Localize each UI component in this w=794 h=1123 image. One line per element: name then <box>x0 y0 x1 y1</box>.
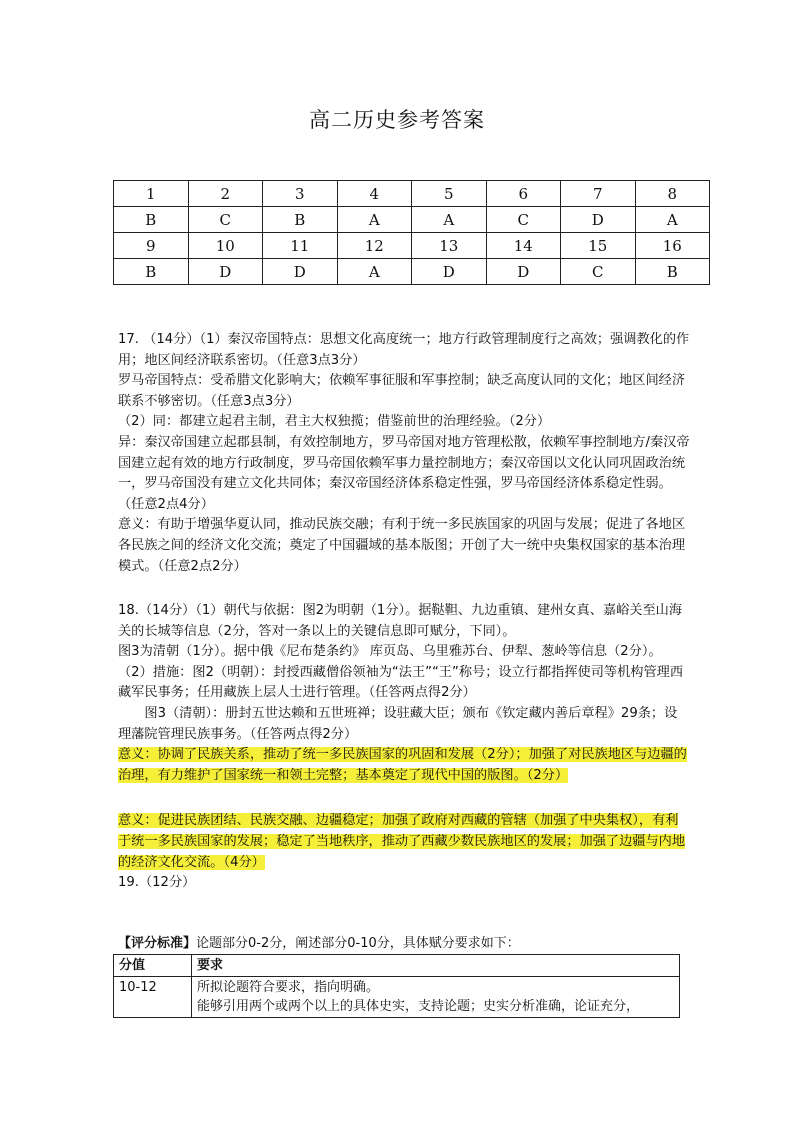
question-number-cell: 8 <box>635 181 710 207</box>
rubric-row1-line: 能够引用两个或两个以上的具体史实，支持论题；史实分析准确，论证充分， <box>197 999 640 1014</box>
answer-cell: C <box>486 207 561 233</box>
q17-part1-qin-han: 17. （14分）（1）秦汉帝国特点：思想文化高度统一；地方行政管理制度行之高效；强调教化的作用；地区间经济联系密切。（任意3点3分） <box>118 332 690 368</box>
question-number-cell: 16 <box>635 233 710 259</box>
question-18-block <box>118 601 690 894</box>
rubric-head-score: 分值 <box>114 955 192 977</box>
answer-cell: A <box>337 259 412 285</box>
q18-significance-highlight-1: 意义：协调了民族关系，推动了统一多民族国家的巩固和发展（2分）；加强了对民族地区与边疆的治理，有力维护了国家统一和领土完整；基本奠定了现代中国的版图。（2分） <box>118 747 687 783</box>
question-number-cell: 12 <box>337 233 412 259</box>
answer-cell: C <box>561 259 636 285</box>
question-number-cell: 15 <box>561 233 636 259</box>
answer-cell: C <box>188 207 263 233</box>
q18-part1-map3: 图3为清朝（1分）。据中俄《尼布楚条约》 库页岛、乌里雅苏台、伊犁、葱岭等信息（2分）。 <box>118 644 662 660</box>
question-number-cell: 9 <box>114 233 189 259</box>
q17-part1-rome: 罗马帝国特点：受希腊文化影响大；依赖军事征服和军事控制；缺乏高度认同的文化；地区间经济联系不够密切。（任意3点3分） <box>118 373 686 409</box>
answer-cell: D <box>561 207 636 233</box>
question-number-cell: 2 <box>188 181 263 207</box>
question-number-cell: 11 <box>263 233 338 259</box>
question-number-cell: 7 <box>561 181 636 207</box>
answer-cell: A <box>337 207 412 233</box>
page-title: 高二历史参考答案 <box>309 108 485 132</box>
q18-part2-ming: （2）措施：图2（明朝）：封授西藏僧俗领袖为“法王”“王”称号；设立行都指挥使司等机构管理西藏军民事务；任用藏族上层人士进行管理。（任答两点得2分） <box>118 664 684 701</box>
scoring-criteria <box>118 934 520 953</box>
rubric-header-row <box>114 955 680 977</box>
answer-row <box>114 259 710 285</box>
question-number-cell: 1 <box>114 181 189 207</box>
question-number-cell: 3 <box>263 181 338 207</box>
q18-significance-highlight-2: 意义：促进民族团结、民族交融、边疆稳定；加强了政府对西藏的管辖（加强了中央集权），有利于统一多民族国家的发展；稳定了当地秩序，推动了西藏少数民族地区的发展；加强了边疆与内地的经济文化交流。（4分） <box>118 813 686 870</box>
criteria-label: 【评分标准】 <box>118 936 197 951</box>
question-number-cell: 13 <box>412 233 487 259</box>
q17-part2-diff: 异：秦汉帝国建立起郡县制，有效控制地方，罗马帝国对地方管理松散，依赖军事控制地方/秦汉帝国建立起有效的地方行政制度，罗马帝国依赖军事力量控制地方；秦汉帝国以文化认同巩固政治统一，罗马帝国没有建立文化共同体；秦汉帝国经济体系稳定性强，罗马帝国经济体系稳定性弱。（任意2点4分） <box>118 434 690 512</box>
rubric-row <box>114 977 680 1018</box>
answer-cell: B <box>114 207 189 233</box>
answer-cell: B <box>114 259 189 285</box>
rubric-row1-requirement <box>192 977 680 1018</box>
answer-cell: B <box>635 259 710 285</box>
answer-cell: D <box>263 259 338 285</box>
q17-significance: 意义：有助于增强华夏认同，推动民族交融；有利于统一多民族国家的巩固与发展；促进了各地区各民族之间的经济文化交流；奠定了中国疆域的基本版图；开创了大一统中央集权国家的基本治理模式。（任意2点2分） <box>118 517 686 574</box>
question-number-row <box>114 233 710 259</box>
question-number-cell: 4 <box>337 181 412 207</box>
question-number-row <box>114 181 710 207</box>
rubric-row1-line: 所拟论题符合要求，指向明确。 <box>197 980 380 995</box>
answer-cell: D <box>188 259 263 285</box>
question-number-cell: 5 <box>412 181 487 207</box>
rubric-head-requirement: 要求 <box>192 955 680 977</box>
question-number-cell: 6 <box>486 181 561 207</box>
criteria-text: 论题部分0-2分，阐述部分0-10分，具体赋分要求如下： <box>196 936 520 951</box>
question-number-cell: 14 <box>486 233 561 259</box>
answer-table <box>113 180 710 285</box>
question-number-cell: 10 <box>188 233 263 259</box>
answer-cell: A <box>412 207 487 233</box>
q18-part2-qing: 图3（清朝）：册封五世达赖和五世班禅；设驻藏大臣；颁布《钦定藏内善后章程》29条；设理藩院管理民族事务。（任答两点得2分） <box>118 705 678 742</box>
question-17-block <box>118 330 690 577</box>
rubric-row1-score: 10-12 <box>114 977 192 1018</box>
q17-part2-same: （2）同：都建立起君主制，君主大权独揽；借鉴前世的治理经验。（2分） <box>118 414 551 430</box>
answer-cell: B <box>263 207 338 233</box>
q18-part1-map2: 18.（14分）（1）朝代与依据：图2为明朝（1分）。据鞑靼、九边重镇、建州女真、嘉峪关至山海关的长城等信息（2分，答对一条以上的关键信息即可赋分，下同）。 <box>118 603 683 639</box>
answer-cell: D <box>486 259 561 285</box>
rubric-table <box>113 954 680 1018</box>
answer-cell: D <box>412 259 487 285</box>
answer-row <box>114 207 710 233</box>
answer-cell: A <box>635 207 710 233</box>
q19-heading: 19.（12分） <box>118 875 196 891</box>
